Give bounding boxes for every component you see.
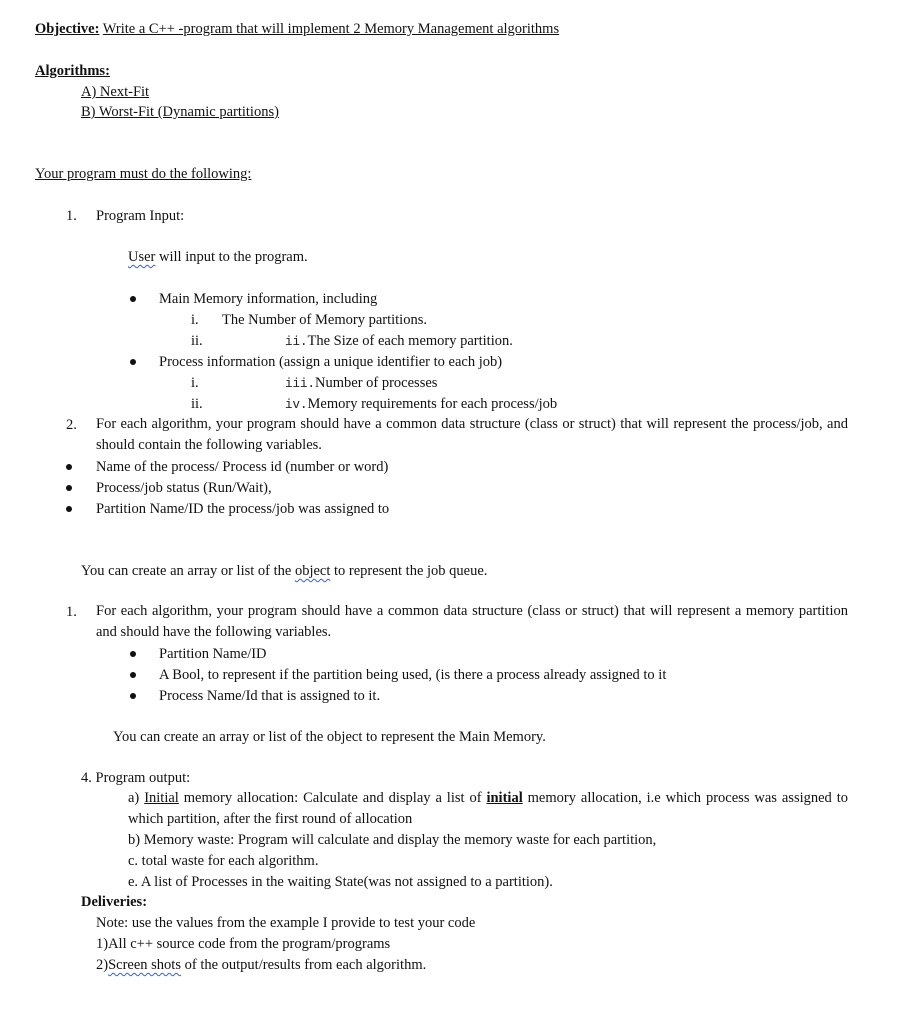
output-a-label: a): [128, 790, 145, 806]
objective-line: [35, 20, 559, 38]
output-a-paragraph: [128, 788, 848, 830]
algorithm-a: A) Next-Fit: [81, 84, 150, 100]
item2-number: 2.: [66, 417, 77, 433]
job-var-status: Process/job status (Run/Wait),: [96, 480, 272, 496]
bullet-dot: [130, 359, 136, 365]
item1-number: 1.: [66, 208, 77, 224]
pi-i-number: i.: [191, 375, 199, 391]
item1-title: Program Input:: [96, 208, 185, 224]
item2-paragraph: For each algorithm, your program should have a common data structure (class or struct) that will represent the process/job, and should contain the following variables.: [96, 416, 848, 453]
must-do-heading: Your program must do the following:: [35, 166, 252, 182]
objective-label: Objective:: [35, 21, 100, 37]
job-queue-pre: You can create an array or list of the: [81, 563, 295, 579]
mm-ii-line: [285, 332, 513, 351]
bullet-dot: [66, 485, 72, 491]
deliveries-item-2: [96, 956, 426, 974]
job-queue-note: [81, 562, 487, 580]
pi-i-mono: iii.: [285, 377, 316, 391]
output-e: e. A list of Processes in the waiting State(was not assigned to a partition).: [128, 874, 553, 890]
output-a-initial-bold: initial: [486, 790, 523, 806]
algorithms-heading: Algorithms:: [35, 63, 110, 79]
pi-ii-line: [285, 395, 557, 414]
item4-number: 4.: [81, 770, 92, 786]
bullet-dot: [130, 651, 136, 657]
bullet-dot: [130, 672, 136, 678]
objective-text: Write a C++ -program that will implement 2 Memory Management algorithms: [102, 21, 560, 37]
output-c: c. total waste for each algorithm.: [128, 853, 319, 869]
deliveries-note: Note: use the values from the example I provide to test your code: [96, 915, 476, 931]
partition-var-process: Process Name/Id that is assigned to it.: [159, 688, 381, 704]
partition-var-name: Partition Name/ID: [159, 646, 267, 662]
output-a-mid: memory allocation: Calculate and display a list of: [178, 790, 487, 806]
item3-number: 1.: [66, 604, 77, 620]
output-b: b) Memory waste: Program will calculate and display the memory waste for each partition,: [128, 832, 657, 848]
item4-title-text: Program output:: [91, 770, 191, 786]
process-info-bullet: Process information (assign a unique identifier to each job): [159, 354, 503, 370]
main-memory-note: You can create an array or list of the object to represent the Main Memory.: [113, 729, 546, 745]
mm-ii-number: ii.: [191, 333, 203, 349]
item3-paragraph: For each algorithm, your program should have a common data structure (class or struct) that will represent a memory partition and should have the following variables.: [96, 603, 848, 640]
object-word: object: [294, 563, 331, 579]
mm-ii-mono: ii.: [285, 335, 308, 349]
user-input-line: [128, 248, 308, 266]
job-var-name: Name of the process/ Process id (number or word): [96, 459, 389, 475]
algorithm-b: B) Worst-Fit (Dynamic partitions): [81, 104, 279, 120]
output-a-rest: memory allocation, i.e which process was assigned to which partition, after the first round of allocation: [128, 790, 848, 827]
deliveries-heading: Deliveries:: [81, 894, 148, 910]
output-a-initial: Initial: [144, 790, 179, 806]
mm-i-text: The Number of Memory partitions.: [222, 312, 427, 328]
deliveries-item-2-post: of the output/results from each algorithm.: [180, 957, 427, 973]
deliveries-item-1: 1)All c++ source code from the program/programs: [96, 936, 391, 952]
bullet-dot: [66, 464, 72, 470]
job-queue-post: to represent the job queue.: [330, 563, 488, 579]
mm-i-number: i.: [191, 312, 199, 328]
deliveries-item-2-pre: 2): [96, 957, 109, 973]
job-var-partition: Partition Name/ID the process/job was assigned to: [96, 501, 390, 517]
pi-i-text: Number of processes: [315, 375, 438, 391]
mm-ii-text: The Size of each memory partition.: [307, 333, 513, 349]
pi-ii-number: ii.: [191, 396, 203, 412]
bullet-dot: [130, 296, 136, 302]
item4-title: [81, 769, 190, 787]
pi-i-line: [285, 374, 437, 393]
pi-ii-text: Memory requirements for each process/job: [307, 396, 558, 412]
user-word: User: [128, 249, 156, 265]
bullet-dot: [66, 506, 72, 512]
pi-ii-mono: iv.: [285, 398, 308, 412]
user-rest: will input to the program.: [155, 249, 308, 265]
partition-var-bool: A Bool, to represent if the partition being used, (is there a process already assigned to it: [159, 667, 667, 683]
screen-shots-word: Screen shots: [108, 957, 181, 973]
bullet-dot: [130, 693, 136, 699]
main-memory-bullet: Main Memory information, including: [159, 291, 378, 307]
